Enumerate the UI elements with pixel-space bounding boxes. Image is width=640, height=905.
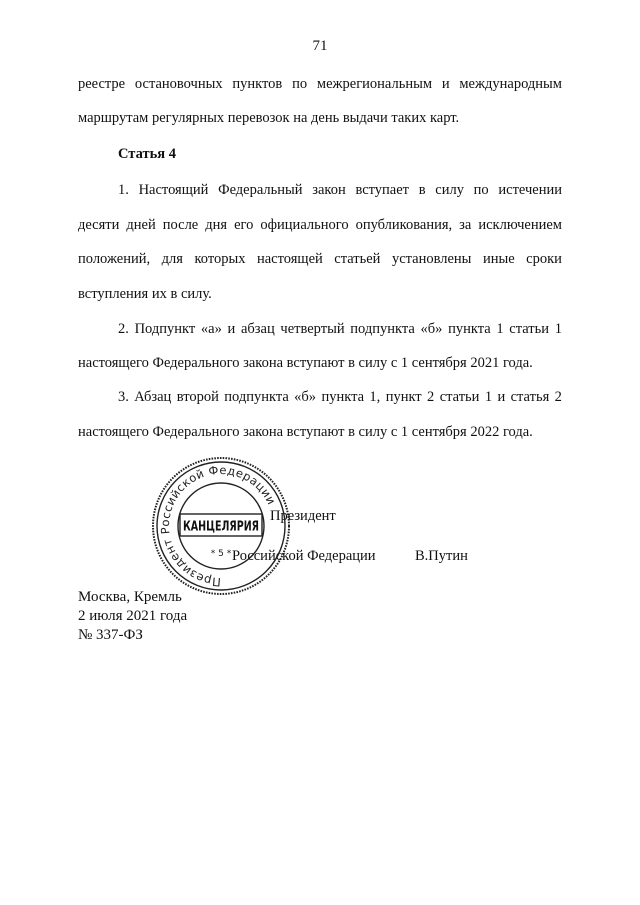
- word: по: [473, 182, 489, 198]
- word: второй: [176, 389, 219, 405]
- word: «б»: [294, 389, 317, 405]
- body-line: вступления их в силу.: [78, 286, 212, 302]
- signing-date: 2 июля 2021 года: [78, 608, 188, 624]
- word: статьи: [439, 389, 480, 405]
- word: 2: [427, 389, 435, 405]
- word: настоящей: [256, 251, 323, 267]
- word: пункта: [448, 321, 491, 337]
- word: 2: [554, 389, 562, 405]
- word: подпункта: [350, 321, 415, 337]
- word: остановочных: [134, 76, 223, 92]
- word: в: [418, 182, 426, 198]
- word: 1: [496, 321, 504, 337]
- word: и: [227, 321, 236, 337]
- body-line: настоящего Федерального закона вступают в силу с 1 сентября 2022 года.: [78, 424, 533, 440]
- word: которых: [194, 251, 246, 267]
- word: истечении: [498, 182, 562, 198]
- word: сроки: [526, 251, 562, 267]
- word: «а»: [200, 321, 222, 337]
- word: четвертый: [280, 321, 345, 337]
- body-line: [118, 389, 562, 406]
- signature-title: Президент: [270, 508, 336, 524]
- word: иные: [482, 251, 515, 267]
- word: и: [441, 76, 450, 92]
- word: Настоящий: [138, 182, 209, 198]
- body-line: [78, 251, 562, 268]
- word: и: [497, 389, 506, 405]
- word: 2.: [118, 321, 129, 337]
- word: опубликования,: [355, 217, 453, 233]
- word: положений,: [78, 251, 151, 267]
- word: межрегиональным: [316, 76, 433, 92]
- word: закон: [312, 182, 346, 198]
- body-line: маршрутам регулярных перевозок на день выдачи таких карт.: [78, 110, 460, 126]
- word: исключением: [478, 217, 562, 233]
- word: по: [292, 76, 308, 92]
- page-number: 71: [312, 38, 328, 54]
- word: Федеральный: [218, 182, 303, 198]
- word: Подпункт: [134, 321, 196, 337]
- signing-place: Москва, Кремль: [78, 589, 182, 605]
- word: за: [459, 217, 472, 233]
- word: дня: [205, 217, 228, 233]
- word: 3.: [118, 389, 129, 405]
- word: силу: [435, 182, 464, 198]
- article-heading: Статья 4: [118, 146, 176, 162]
- signatory-name: В.Путин: [415, 548, 468, 564]
- body-line: [118, 321, 562, 338]
- word: реестре: [78, 76, 126, 92]
- word: после: [162, 217, 199, 233]
- word: абзац: [240, 321, 275, 337]
- word: подпункта: [224, 389, 289, 405]
- word: статьей: [334, 251, 381, 267]
- word: «б»: [420, 321, 443, 337]
- body-line: [78, 76, 562, 93]
- word: дней: [126, 217, 156, 233]
- word: 1: [554, 321, 562, 337]
- word: 1,: [369, 389, 381, 405]
- word: 1: [484, 389, 493, 405]
- word: десяти: [78, 217, 120, 233]
- body-line: [78, 217, 562, 234]
- svg-text:КАНЦЕЛЯРИЯ: КАНЦЕЛЯРИЯ: [183, 519, 259, 535]
- official-seal-stamp: [150, 455, 292, 597]
- word: его: [234, 217, 254, 233]
- body-line: [118, 182, 562, 199]
- word: международным: [459, 76, 562, 92]
- word: Абзац: [134, 389, 172, 405]
- word: пункта: [321, 389, 365, 405]
- signature-title-line2: Российской Федерации: [232, 548, 376, 564]
- word: пунктов: [232, 76, 283, 92]
- word: статья: [510, 389, 550, 405]
- word: статьи: [509, 321, 550, 337]
- word: вступает: [355, 182, 409, 198]
- word: пункт: [385, 389, 422, 405]
- word: установлены: [391, 251, 472, 267]
- svg-text:* 5 *: * 5 *: [210, 549, 232, 559]
- word: для: [161, 251, 183, 267]
- svg-text:Президент Российской Федерации: Президент Российской Федерации: [157, 462, 279, 590]
- word: официального: [260, 217, 349, 233]
- law-number: № 337-ФЗ: [78, 627, 143, 643]
- body-line: настоящего Федерального закона вступают в силу с 1 сентября 2021 года.: [78, 355, 533, 371]
- word: 1.: [118, 182, 129, 198]
